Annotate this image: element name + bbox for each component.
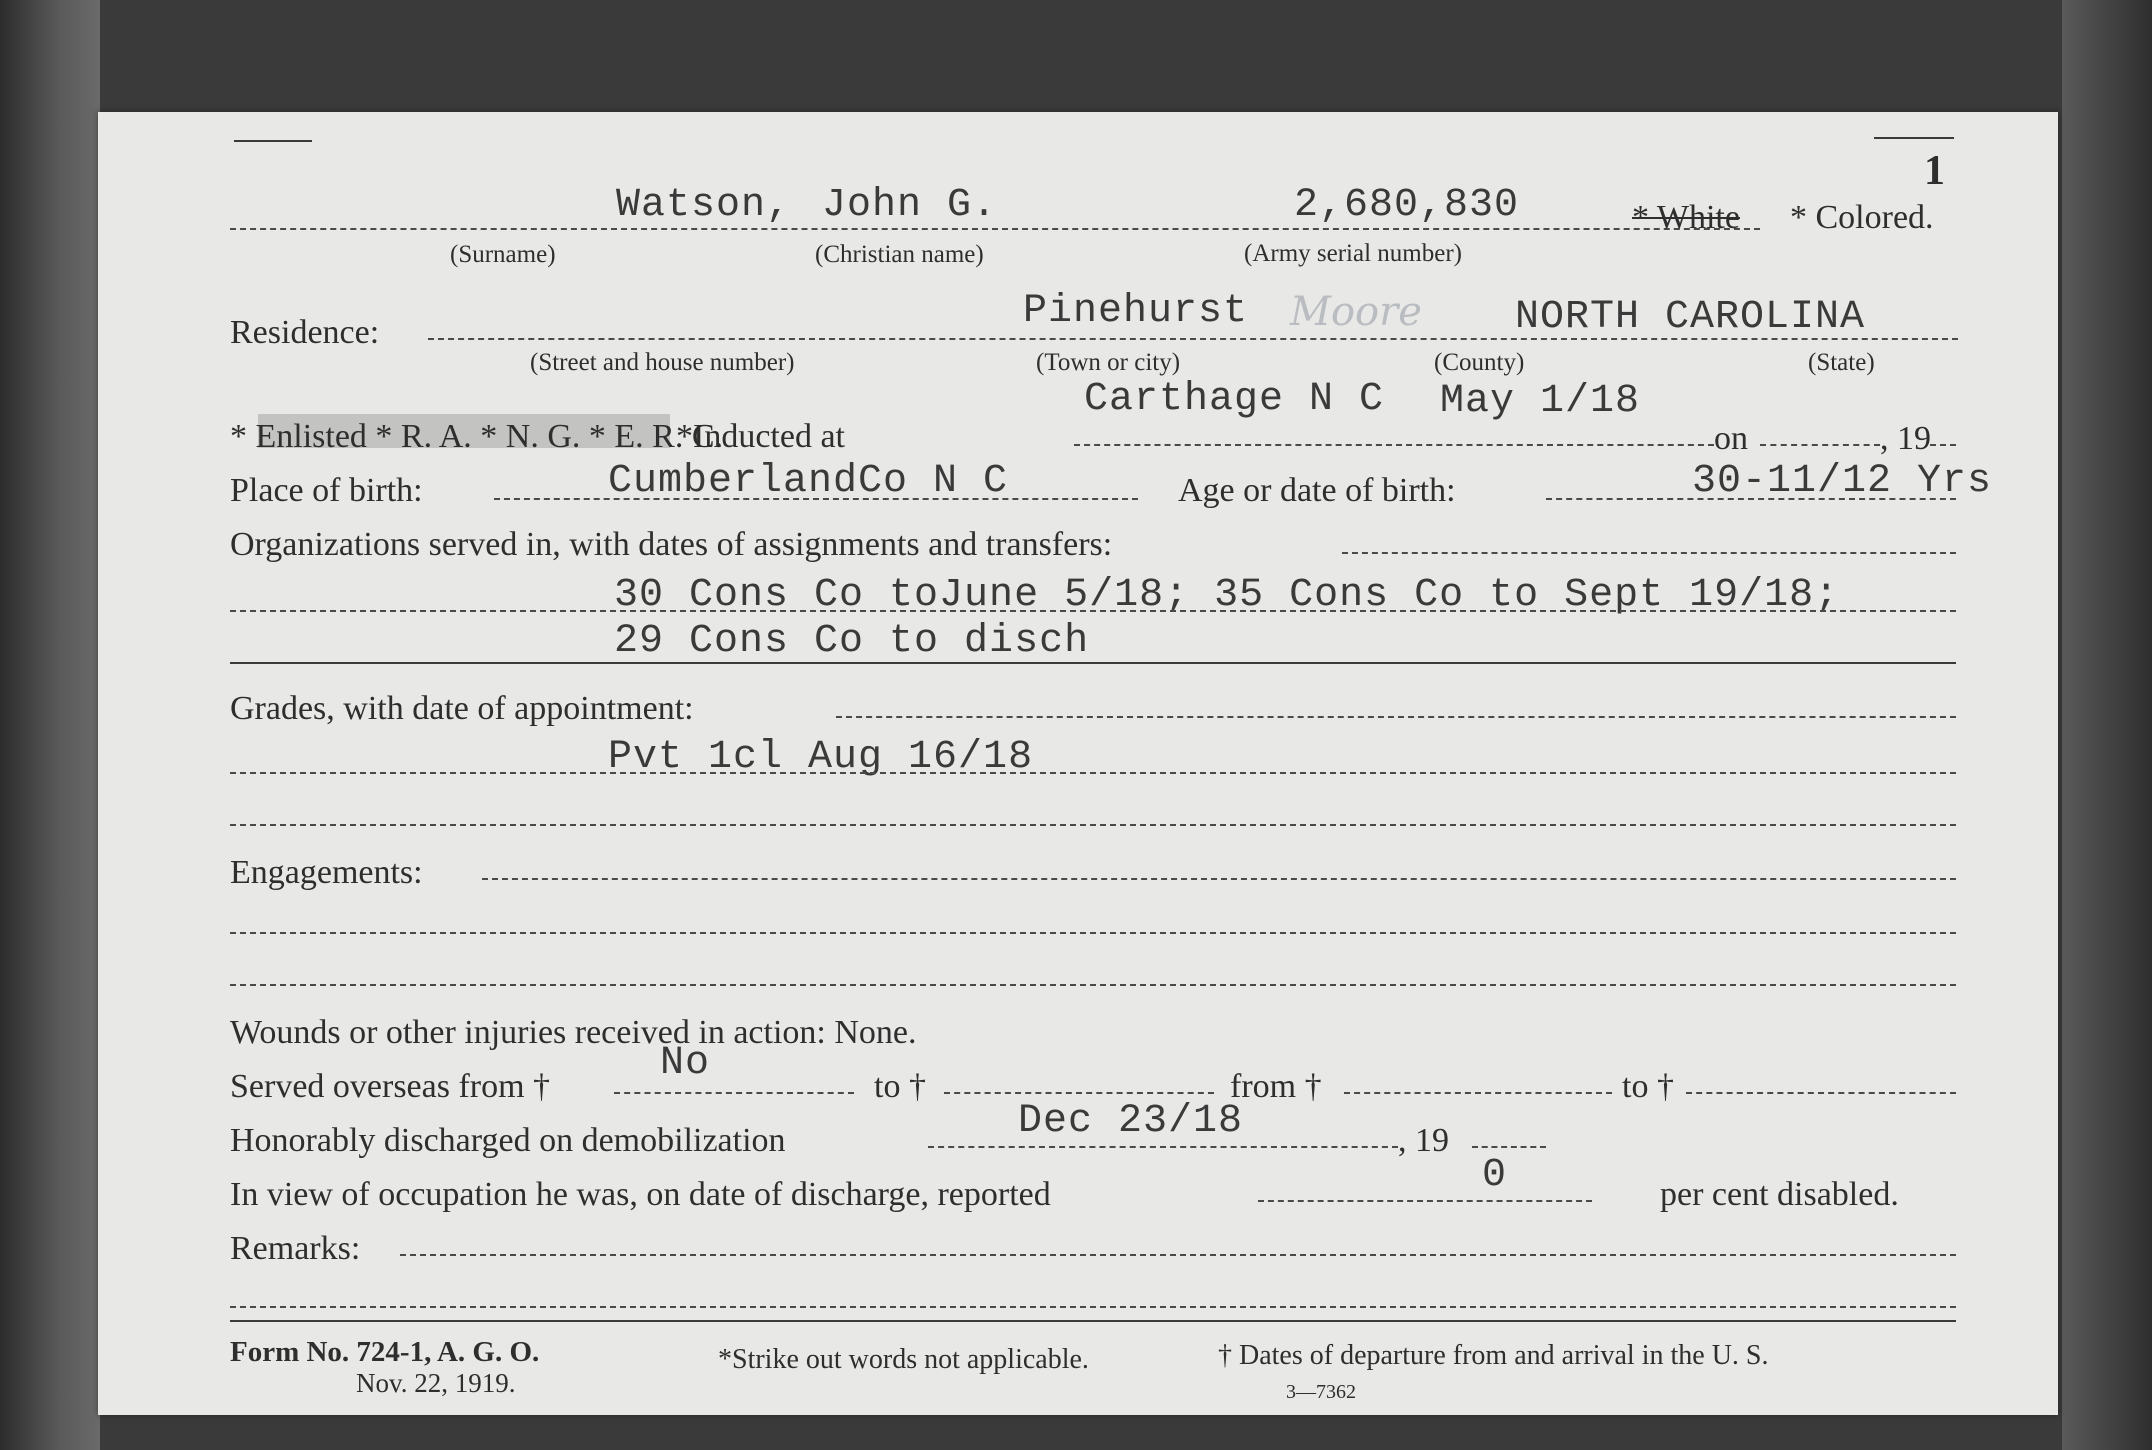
overseas-to-label: to † — [874, 1068, 926, 1105]
served-overseas-label: Served overseas from † — [230, 1068, 551, 1105]
overseas-to-2-line — [1686, 1092, 1956, 1094]
serial-number-caption: (Army serial number) — [1244, 240, 1462, 267]
grades-rule-2 — [230, 824, 1956, 826]
residence-line — [428, 338, 1958, 340]
serial-number-value: 2,680,830 — [1294, 183, 1520, 228]
organizations-line-1: 30 Cons Co toJune 5/18; 35 Cons Co to Sept 19/18; — [614, 573, 1840, 618]
disability-line — [1258, 1200, 1592, 1202]
christian-name-caption: (Christian name) — [815, 241, 984, 268]
overseas-from-2-line — [1344, 1092, 1612, 1094]
grades-line-1: Pvt 1cl Aug 16/18 — [608, 735, 1034, 780]
name-line — [230, 228, 1760, 230]
state-caption: (State) — [1808, 349, 1875, 376]
engagements-rule-1 — [230, 932, 1956, 934]
christian-name-value: John G. — [822, 183, 998, 228]
race-white-option: * White — [1632, 199, 1740, 236]
engagements-label-line — [482, 878, 1956, 880]
residence-label: Residence: — [230, 314, 380, 351]
form-number: Form No. 724-1, A. G. O. — [230, 1336, 540, 1368]
county-caption: (County) — [1434, 349, 1525, 376]
top-left-rule — [234, 140, 312, 142]
discharge-date-line — [928, 1146, 1398, 1148]
card-number: 1 — [1924, 148, 1945, 194]
organizations-rule-2 — [230, 662, 1956, 664]
engagements-rule-2 — [230, 984, 1956, 986]
grades-label: Grades, with date of appointment: — [230, 690, 694, 727]
induction-place-value: Carthage N C — [1084, 377, 1385, 422]
residence-state-value: NORTH CAROLINA — [1515, 295, 1866, 340]
remarks-label: Remarks: — [230, 1230, 361, 1267]
discharge-year-label: , 19 — [1398, 1122, 1449, 1159]
place-of-birth-line — [494, 498, 1138, 500]
overseas-to-line — [944, 1092, 1214, 1094]
footer-rule — [230, 1320, 1956, 1322]
form-date: Nov. 22, 1919. — [356, 1368, 516, 1398]
engagements-label: Engagements: — [230, 854, 423, 891]
place-of-birth-value: CumberlandCo N C — [608, 459, 1009, 504]
remarks-line — [400, 1254, 1956, 1256]
discharge-year-line — [1472, 1146, 1546, 1148]
age-line — [1546, 498, 1956, 500]
disability-value: 0 — [1482, 1153, 1508, 1198]
top-right-rule — [1874, 137, 1954, 139]
inducted-at-label: *Inducted at — [676, 418, 845, 455]
enlisted-options: * Enlisted * R. A. * N. G. * E. R. C. — [230, 418, 724, 455]
race-colored-option: * Colored. — [1790, 199, 1934, 236]
town-caption: (Town or city) — [1036, 349, 1181, 376]
overseas-from-value: No — [660, 1041, 711, 1086]
per-cent-disabled-label: per cent disabled. — [1660, 1176, 1899, 1213]
overseas-from-line — [614, 1092, 854, 1094]
street-caption: (Street and house number) — [530, 349, 795, 376]
age-value: 30-11/12 Yrs — [1692, 459, 1993, 504]
disability-label: In view of occupation he was, on date of discharge, reported — [230, 1176, 1051, 1213]
remarks-rule-1 — [230, 1306, 1956, 1308]
on-label: on — [1714, 420, 1748, 457]
print-code: 3—7362 — [1286, 1381, 1356, 1403]
organizations-label-line — [1342, 552, 1956, 554]
strike-out-note: *Strike out words not applicable. — [718, 1344, 1089, 1375]
overseas-to-2-label: to † — [1622, 1068, 1674, 1105]
dates-note: † Dates of departure from and arrival in the U. S. — [1218, 1340, 1769, 1371]
organizations-rule-1 — [230, 610, 1956, 612]
place-of-birth-label: Place of birth: — [230, 472, 423, 509]
grades-rule-1 — [230, 772, 1956, 774]
induction-place-line — [1074, 444, 1714, 446]
scanner-background-left — [0, 0, 100, 1450]
wounds-label: Wounds or other injuries received in action: None. — [230, 1014, 917, 1051]
induction-year-line — [1930, 444, 1956, 446]
grades-label-line — [836, 716, 1956, 718]
age-label: Age or date of birth: — [1178, 472, 1456, 509]
surname-caption: (Surname) — [450, 241, 556, 268]
surname-value: Watson, — [616, 183, 792, 228]
discharge-label: Honorably discharged on demobilization — [230, 1122, 786, 1159]
organizations-line-2: 29 Cons Co to disch — [614, 619, 1090, 664]
scanner-background-right — [2062, 0, 2152, 1450]
organizations-label: Organizations served in, with dates of assignments and transfers: — [230, 526, 1113, 563]
discharge-date-value: Dec 23/18 — [1018, 1099, 1244, 1144]
induction-date-value: May 1/18 — [1440, 379, 1641, 424]
service-record-card — [98, 112, 2058, 1415]
residence-town-value: Pinehurst — [1023, 289, 1249, 334]
induction-date-line — [1760, 444, 1880, 446]
overseas-from-2-label: from † — [1230, 1068, 1322, 1105]
residence-county-value: Moore — [1290, 289, 1422, 335]
induction-year-label: , 19 — [1880, 420, 1931, 457]
